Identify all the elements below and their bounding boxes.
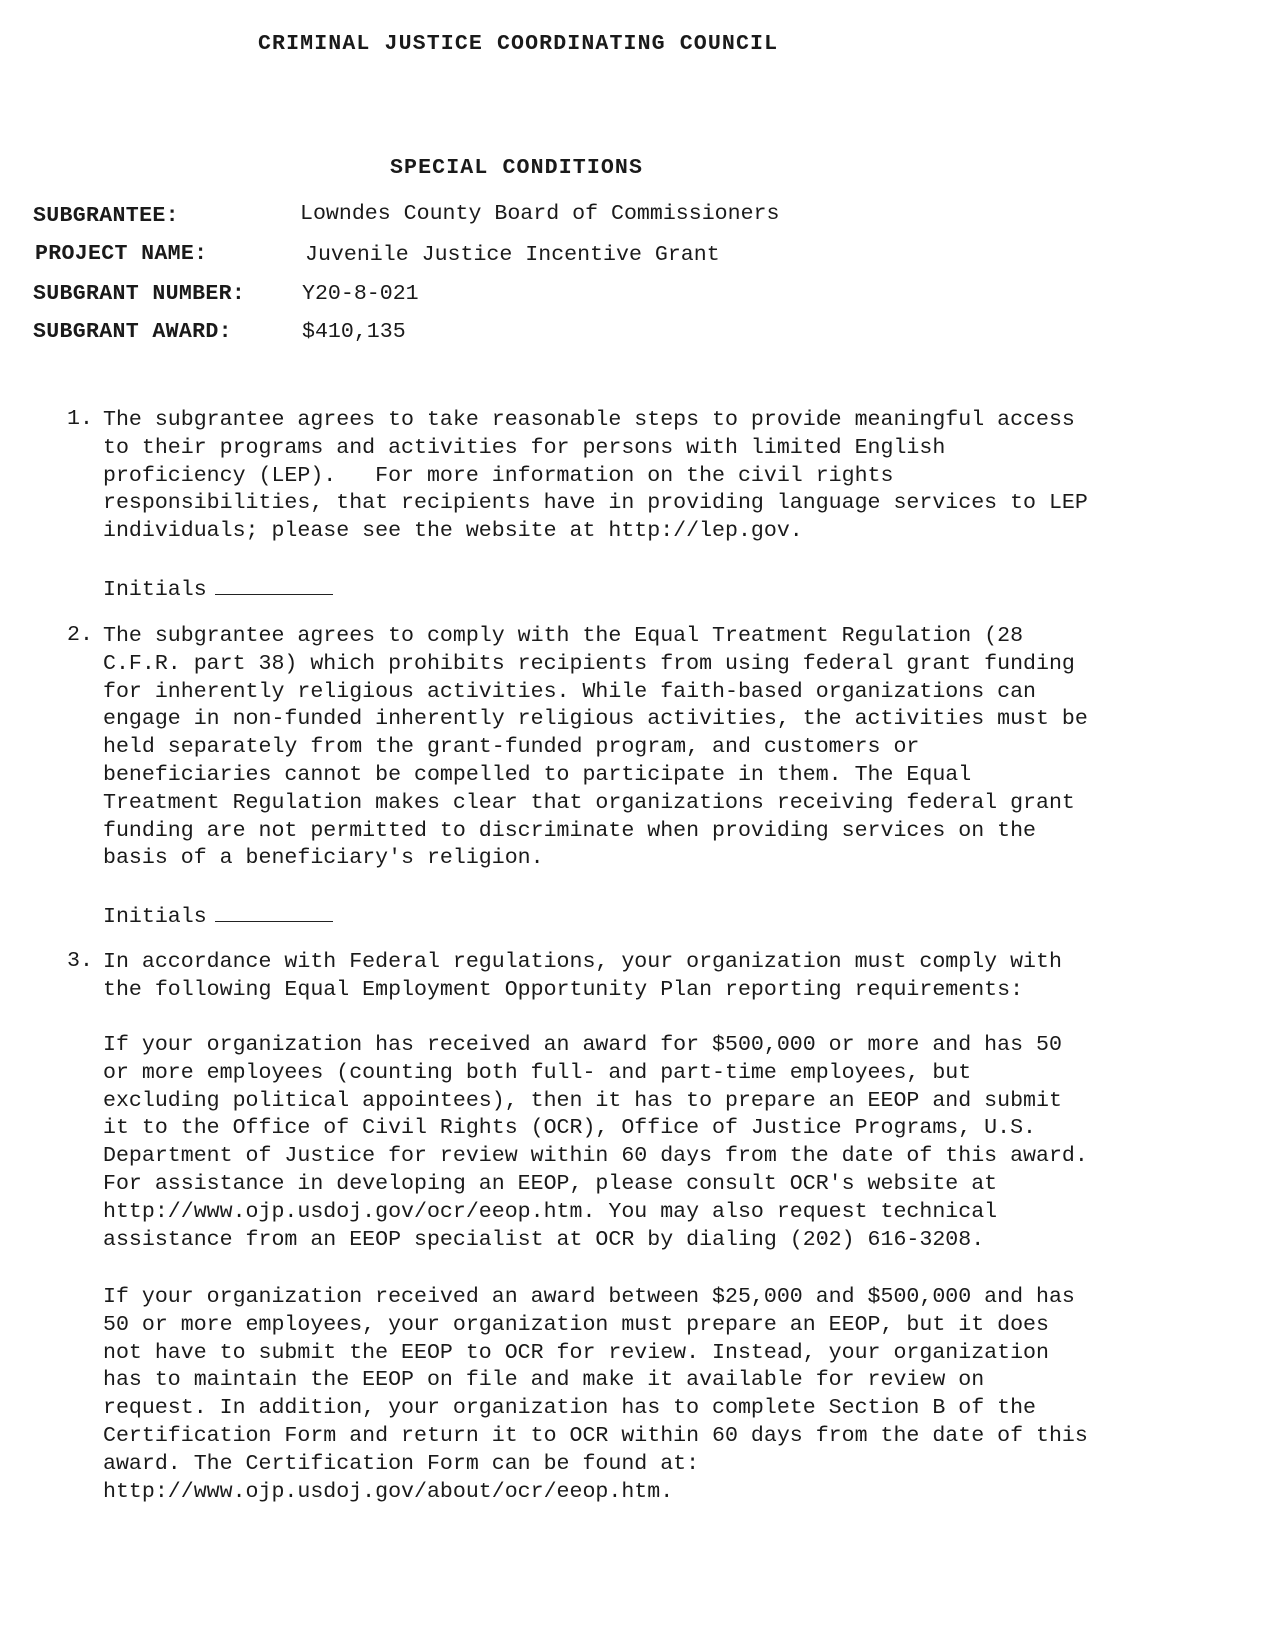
initials-field[interactable] [103,574,333,605]
item-number: 3. [67,949,93,973]
initials-label: Initials [103,905,207,929]
item-text: The subgrantee agrees to take reasonable steps to provide meaningful access to their programs and activities for persons with limited English proficiency (LEP). For more information on the civil rights responsibilities, that recipients have in providing language services to LEP individuals; please see the website at http://lep.gov. [103,408,1088,544]
subgrant-award-value: $410,135 [302,320,406,344]
item-number: 1. [67,407,93,431]
item-number: 2. [67,623,93,647]
initials-field[interactable] [103,901,333,932]
eeop-paragraph-2: If your organization received an award between $25,000 and $500,000 and has 50 or more employees, your organization must prepare an EEOP, but it does not have to submit the EEOP to OCR for review. Instead, your organization has to maintain the EEOP on file and make it available for review on request. In addition, your organization has to complete Section B of the Certification Form and return it to OCR within 60 days from the date of this award. The Certification Form can be found at: http://www.ojp.usdoj.gov/about/ocr/eeop.htm. [103,1285,1088,1504]
subgrant-number-label: SUBGRANT NUMBER: [33,282,246,306]
project-name-label: PROJECT NAME: [35,242,208,266]
initials-blank[interactable] [215,901,333,922]
page-title: SPECIAL CONDITIONS [390,156,644,180]
project-name-value: Juvenile Justice Incentive Grant [305,243,720,267]
subgrantee-value: Lowndes County Board of Commissioners [300,202,780,226]
subgrant-award-label: SUBGRANT AWARD: [33,320,232,344]
subgrant-number-value: Y20-8-021 [302,282,419,306]
item-text: In accordance with Federal regulations, your organization must comply with the following Equal Employment Opportunity Plan reporting requirements: [103,950,1062,1002]
eeop-paragraph-1: If your organization has received an award for $500,000 or more and has 50 or more employees (counting both full- and part-time employees, but excluding political appointees), then it has to prepare an EEOP and submit it to the Office of Civil Rights (OCR), Office of Justice Programs, U.S. Department of Justice for review within 60 days from the date of this award. For assistance in developing an EEOP, please consult OCR's website at http://www.ojp.usdoj.gov/ocr/eeop.htm. You may also request technical assistance from an EEOP specialist at OCR by dialing (202) 616-3208. [103,1033,1088,1252]
initials-blank[interactable] [215,574,333,595]
item-text: The subgrantee agrees to comply with the Equal Treatment Regulation (28 C.F.R. part 38) which prohibits recipients from using federal grant funding for inherently religious activities. While faith-based organizations can engage in non-funded inherently religious activities, the activities must be held separately from the grant-funded program, and customers or beneficiaries cannot be compelled to participate in them. The Equal Treatment Regulation makes clear that organizations receiving federal grant funding are not permitted to discriminate when providing services on the basis of a beneficiary's religion. [103,624,1088,871]
subgrantee-label: SUBGRANTEE: [33,204,179,228]
initials-label: Initials [103,578,207,602]
council-name: CRIMINAL JUSTICE COORDINATING COUNCIL [258,32,779,56]
